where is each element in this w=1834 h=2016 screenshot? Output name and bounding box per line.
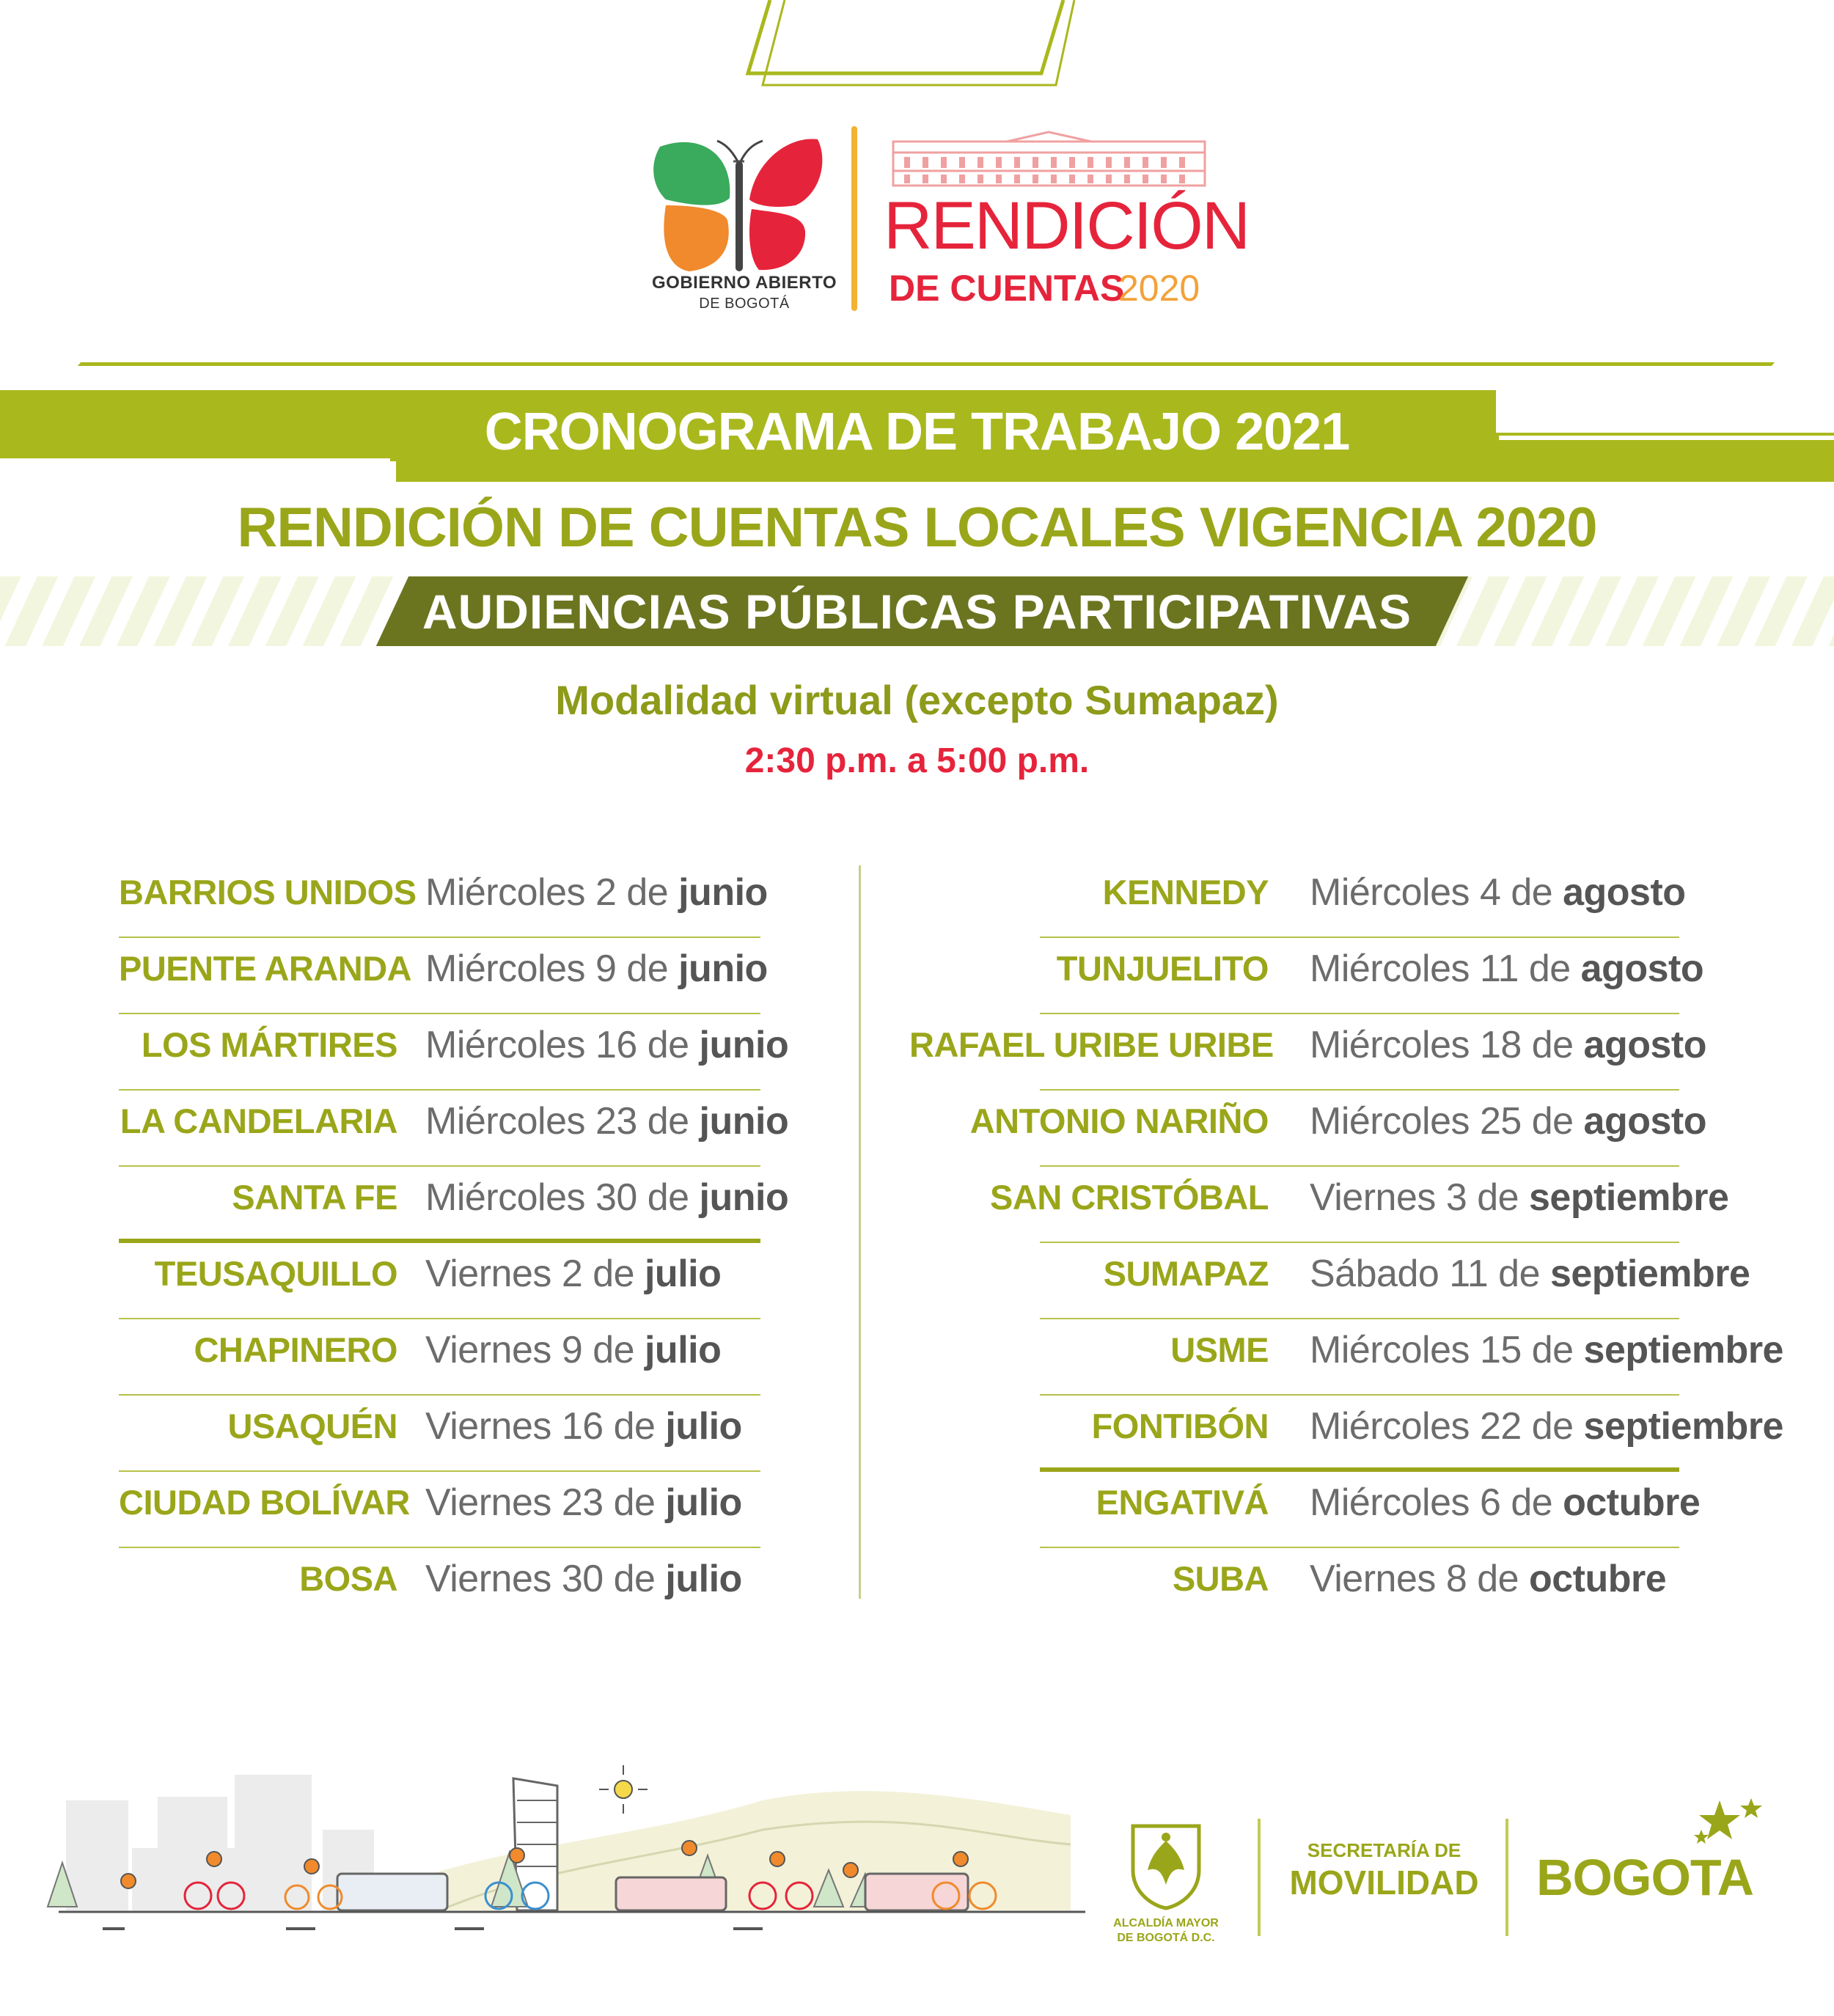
column-divider: [859, 865, 861, 1599]
schedule-row: [909, 1472, 1771, 1548]
event-date: Miércoles 16 de junio: [425, 1024, 789, 1066]
locality-name: BARRIOS UNIDOS: [119, 873, 417, 912]
schedule-row: [119, 1014, 789, 1091]
schedule-row: [119, 1167, 789, 1243]
event-date: Miércoles 25 de agosto: [1310, 1100, 1706, 1143]
event-date: Miércoles 2 de junio: [425, 871, 768, 914]
alcaldia-label-1: ALCALDÍA MAYOR: [1113, 1917, 1219, 1929]
event-date: Miércoles 4 de agosto: [1310, 871, 1686, 914]
schedule-row: [909, 1319, 1783, 1396]
event-date: Miércoles 30 de junio: [425, 1176, 789, 1219]
schedule-right-column: [909, 862, 1783, 1624]
event-date: Viernes 30 de julio: [425, 1558, 742, 1600]
schedule-row: [909, 1167, 1771, 1243]
logo-divider: [851, 126, 857, 311]
locality-name: ANTONIO NARIÑO: [969, 1102, 1269, 1140]
locality-name: USAQUÉN: [227, 1407, 397, 1445]
banner-title: CRONOGRAMA DE TRABAJO 2021: [484, 403, 1350, 461]
schedule-row: [119, 862, 768, 938]
city-illustration: [29, 1720, 1085, 1940]
locality-name: FONTIBÓN: [1091, 1407, 1269, 1445]
schedule-row: [909, 1091, 1771, 1167]
building-icon: [890, 131, 1208, 189]
event-date: Viernes 2 de julio: [425, 1253, 722, 1295]
locality-name: LOS MÁRTIRES: [141, 1025, 397, 1064]
schedule-row: [909, 938, 1771, 1014]
event-date: Viernes 8 de octubre: [1310, 1558, 1667, 1600]
locality-name: BOSA: [299, 1559, 397, 1598]
banner-left-cut: [0, 461, 396, 482]
event-date: Viernes 9 de julio: [425, 1329, 722, 1371]
ga-logo-subtitle: DE BOGOTÁ: [699, 296, 790, 312]
bus-icon: [337, 1874, 968, 1910]
schedule-row: [909, 1014, 1771, 1091]
schedule-row: [119, 1548, 760, 1624]
banner-subtitle: RENDICIÓN DE CUENTAS LOCALES VIGENCIA 2020: [237, 496, 1597, 559]
locality-name: USME: [1170, 1330, 1269, 1369]
sun-icon: [599, 1765, 648, 1814]
locality-name: SUMAPAZ: [1103, 1254, 1269, 1293]
de-cuentas-title: DE CUENTAS: [889, 268, 1125, 309]
schedule-left-column: [119, 862, 789, 1624]
rc-year: 2020: [1118, 268, 1200, 309]
locality-name: SANTA FE: [232, 1178, 397, 1217]
event-date: Miércoles 22 de septiembre: [1310, 1405, 1783, 1448]
event-date: Miércoles 15 de septiembre: [1310, 1329, 1783, 1371]
locality-name: SUBA: [1172, 1559, 1269, 1598]
rendicion-title: RENDICIÓN: [884, 188, 1250, 263]
event-date: Sábado 11 de septiembre: [1310, 1253, 1750, 1295]
ga-logo-title: GOBIERNO ABIERTO: [651, 273, 837, 293]
bogota-logo-text: BOGOTA: [1536, 1849, 1754, 1906]
footer-divider: [1505, 1819, 1508, 1936]
star-icon: [1687, 1797, 1767, 1863]
locality-name: CIUDAD BOLÍVAR: [119, 1483, 410, 1522]
locality-name: SAN CRISTÓBAL: [990, 1178, 1269, 1217]
locality-name: RAFAEL URIBE URIBE: [909, 1025, 1274, 1064]
secretaria-label: SECRETARÍA DE: [1307, 1839, 1461, 1861]
event-date: Viernes 16 de julio: [425, 1405, 742, 1448]
locality-name: TUNJUELITO: [1056, 949, 1269, 988]
schedule-row: [909, 862, 1771, 938]
alcaldia-label-2: DE BOGOTÁ D.C.: [1117, 1932, 1215, 1944]
schedule-row: [909, 1548, 1771, 1624]
event-date: Miércoles 18 de agosto: [1310, 1024, 1706, 1066]
event-date: Miércoles 6 de octubre: [1310, 1481, 1701, 1524]
locality-name: KENNEDY: [1102, 873, 1269, 912]
header-rule: [78, 362, 1775, 366]
audiences-title: AUDIENCIAS PÚBLICAS PARTICIPATIVAS: [422, 584, 1412, 639]
locality-name: PUENTE ARANDA: [119, 949, 412, 988]
coat-of-arms-icon: [1126, 1819, 1206, 1910]
footer-divider: [1258, 1819, 1261, 1936]
locality-name: ENGATIVÁ: [1096, 1483, 1269, 1522]
schedule-row: [909, 1396, 1783, 1472]
movilidad-label: MOVILIDAD: [1289, 1863, 1479, 1902]
schedule-row: [119, 1091, 789, 1167]
locality-name: TEUSAQUILLO: [154, 1254, 397, 1293]
event-date: Miércoles 9 de junio: [425, 947, 768, 990]
event-date: Miércoles 23 de junio: [425, 1100, 789, 1143]
event-date: Viernes 3 de septiembre: [1310, 1176, 1729, 1219]
locality-name: LA CANDELARIA: [120, 1102, 397, 1140]
schedule-row: [119, 1319, 760, 1396]
schedule-row: [119, 938, 768, 1014]
schedule-row: [119, 1396, 760, 1472]
event-date: Miércoles 11 de agosto: [1310, 947, 1704, 990]
modality-text: Modalidad virtual (excepto Sumapaz): [555, 677, 1279, 723]
event-date: Viernes 23 de julio: [425, 1481, 742, 1524]
schedule-row: [119, 1472, 760, 1548]
schedule-row: [909, 1243, 1771, 1319]
schedule-time: 2:30 p.m. a 5:00 p.m.: [744, 741, 1090, 780]
top-frame-decoration: [733, 0, 1085, 88]
locality-name: CHAPINERO: [194, 1330, 397, 1369]
schedule-row: [119, 1243, 760, 1319]
